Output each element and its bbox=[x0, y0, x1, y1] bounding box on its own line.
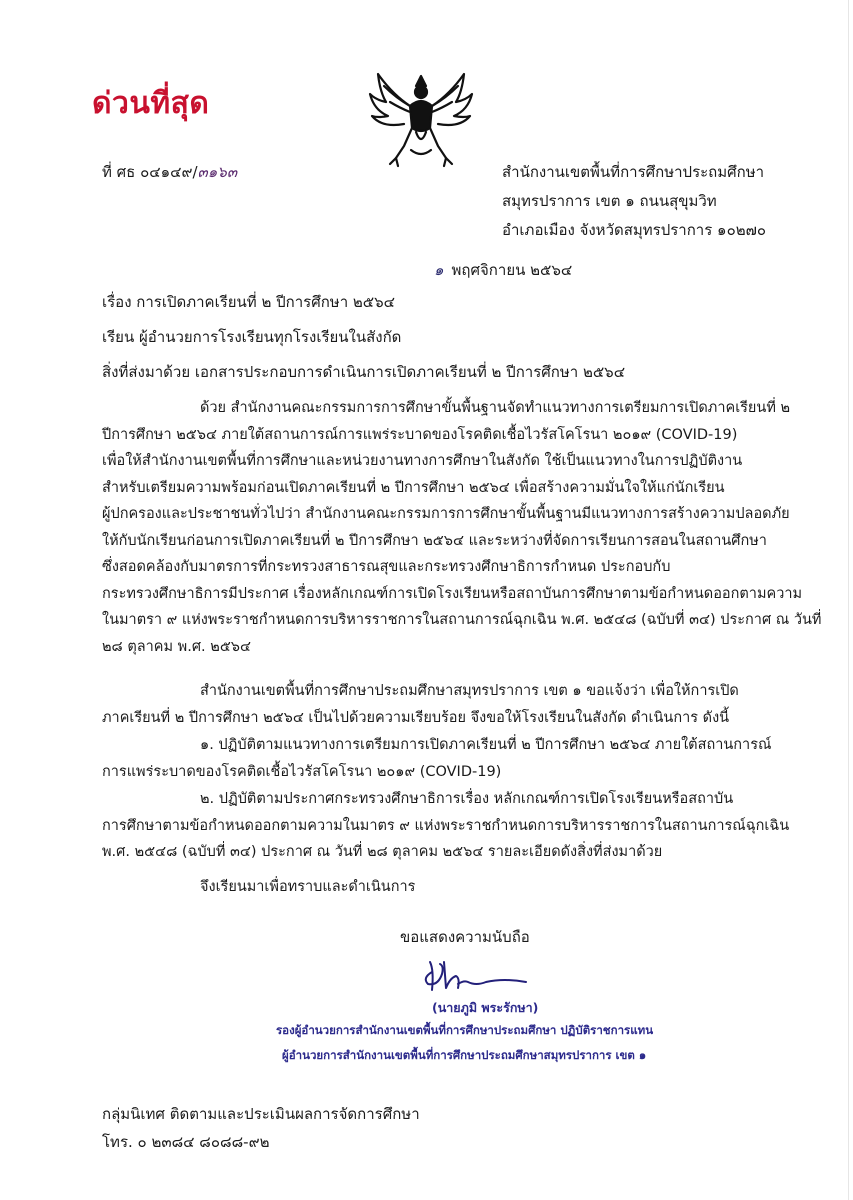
body-line: จึงเรียนมาเพื่อทราบและดำเนินการ bbox=[200, 879, 416, 895]
signatory-position-1: รองผู้อำนวยการสำนักงานเขตพื้นที่การศึกษาประถมศึกษา ปฏิบัติราชการแทน bbox=[276, 1023, 654, 1037]
body-line: ๒. ปฏิบัติตามประกาศกระทรวงศึกษาธิการเรื่อง หลักเกณฑ์การเปิดโรงเรียนหรือสถาบัน bbox=[200, 791, 734, 807]
body-line: ซึ่งสอดคล้องกับมาตรการที่กระทรวงสาธารณสุขและกระทรวงศึกษาธิการกำหนด ประกอบกับ bbox=[102, 559, 671, 575]
page-edge bbox=[848, 0, 849, 1200]
body-line: ปีการศึกษา ๒๕๖๔ ภายใต้สถานการณ์การแพร่ระบาดของโรคติดเชื้อไวรัสโคโรนา ๒๐๑๙ (COVID-19) bbox=[102, 426, 738, 443]
body-line: ในมาตรา ๙ แห่งพระราชกำหนดการบริหารราชการในสถานการณ์ฉุกเฉิน พ.ศ. ๒๕๔๘ (ฉบับที่ ๓๔) ประกาศ ณ วันที่ bbox=[102, 612, 822, 628]
body-item-1 bbox=[102, 732, 772, 785]
handwritten-signature bbox=[420, 956, 530, 998]
sender-address-line-2: สมุทรปราการ เขต ๑ ถนนสุขุมวิท bbox=[502, 192, 717, 210]
body-line: ผู้ปกครองและประชาชนทั่วไปว่า สำนักงานคณะกรรมการการศึกษาขั้นพื้นฐานมีแนวทางการสร้างความปลอดภัย bbox=[102, 506, 790, 522]
letter-date bbox=[434, 258, 572, 282]
body-paragraph-2 bbox=[102, 678, 750, 731]
body-item-2 bbox=[102, 786, 790, 866]
body-line: เพื่อให้สำนักงานเขตพื้นที่การศึกษาและหน่วยงานทางการศึกษาในสังกัด ใช้เป็นแนวทางในการปฏิบัติงาน bbox=[102, 453, 743, 469]
body-line: ให้กับนักเรียนก่อนการเปิดภาคเรียนที่ ๒ ปีการศึกษา ๒๕๖๔ และระหว่างที่จัดการเรียนการสอนในสถานศึกษา bbox=[102, 532, 767, 549]
body-line: พ.ศ. ๒๕๔๘ (ฉบับที่ ๓๔) ประกาศ ณ วันที่ ๒๘ ตุลาคม ๒๕๖๔ รายละเอียดดังสิ่งที่ส่งมาด้วย bbox=[102, 844, 663, 860]
body-line: สำหรับเตรียมความพร้อมก่อนเปิดภาคเรียนที่ ๒ ปีการศึกษา ๒๕๖๔ เพื่อสร้างความมั่นใจให้แก่นักเรียน bbox=[102, 479, 725, 496]
subject-line: เรื่อง การเปิดภาคเรียนที่ ๒ ปีการศึกษา ๒๕๖๔ bbox=[102, 293, 395, 311]
recipient-line: เรียน ผู้อำนวยการโรงเรียนทุกโรงเรียนในสังกัด bbox=[102, 328, 402, 346]
urgency-stamp: ด่วนที่สุด bbox=[92, 86, 210, 121]
enclosure-line: สิ่งที่ส่งมาด้วย เอกสารประกอบการดำเนินการเปิดภาคเรียนที่ ๒ ปีการศึกษา ๒๕๖๔ bbox=[102, 363, 626, 381]
footer-phone: โทร. ๐ ๒๓๘๔ ๘๐๘๘-๙๒ bbox=[102, 1133, 270, 1151]
reference-label: ที่ ศธ ๐๔๑๔๙/ bbox=[102, 163, 198, 181]
body-line: ด้วย สำนักงานคณะกรรมการการศึกษาขั้นพื้นฐานจัดทำแนวทางการเตรียมการเปิดภาคเรียนที่ ๒ bbox=[200, 400, 791, 416]
body-line: ๒๘ ตุลาคม พ.ศ. ๒๕๖๔ bbox=[102, 638, 251, 655]
body-line: การแพร่ระบาดของโรคติดเชื้อไวรัสโคโรนา ๒๐๑๙ (COVID-19) bbox=[102, 763, 502, 780]
body-line: ๑. ปฏิบัติตามแนวทางการเตรียมการเปิดภาคเรียนที่ ๒ ปีการศึกษา ๒๕๖๔ ภายใต้สถานการณ์ bbox=[200, 737, 772, 753]
date-month-year: พฤศจิกายน ๒๕๖๔ bbox=[451, 261, 573, 279]
body-line: การศึกษาตามข้อกำหนดออกตามความในมาตร ๙ แห่งพระราชกำหนดการบริหารราชการในสถานการณ์ฉุกเฉิน bbox=[102, 817, 790, 834]
signatory-name: (นายภูมิ พระรักษา) bbox=[432, 1000, 539, 1015]
footer-department: กลุ่มนิเทศ ติดตามและประเมินผลการจัดการศึกษา bbox=[102, 1105, 420, 1123]
signatory-position-2: ผู้อำนวยการสำนักงานเขตพื้นที่การศึกษาประถมศึกษาสมุทรปราการ เขต ๑ bbox=[282, 1048, 647, 1062]
body-line: กระทรวงศึกษาธิการมีประกาศ เรื่องหลักเกณฑ์การเปิดโรงเรียนหรือสถาบันการศึกษาตามข้อกำหนดออกตามความ bbox=[102, 585, 803, 602]
reference-handwritten-number: ๓๑๖๓ bbox=[197, 163, 238, 181]
body-line: สำนักงานเขตพื้นที่การศึกษาประถมศึกษาสมุทรปราการ เขต ๑ ขอแจ้งว่า เพื่อให้การเปิด bbox=[200, 683, 739, 699]
complimentary-close: ขอแสดงความนับถือ bbox=[400, 928, 530, 946]
sender-address-line-1: สำนักงานเขตพื้นที่การศึกษาประถมศึกษา bbox=[502, 163, 765, 181]
date-day: ๑ bbox=[434, 261, 444, 279]
body-line: ภาคเรียนที่ ๒ ปีการศึกษา ๒๕๖๔ เป็นไปด้วยความเรียบร้อย จึงขอให้โรงเรียนในสังกัด ดำเนินการ ดังนี้ bbox=[102, 709, 730, 726]
sender-address-line-3: อำเภอเมือง จังหวัดสมุทรปราการ ๑๐๒๗๐ bbox=[502, 221, 767, 239]
closing-sentence bbox=[102, 874, 750, 901]
body-paragraph-1 bbox=[102, 395, 822, 660]
reference-number bbox=[102, 160, 237, 184]
garuda-emblem-icon bbox=[366, 66, 476, 176]
